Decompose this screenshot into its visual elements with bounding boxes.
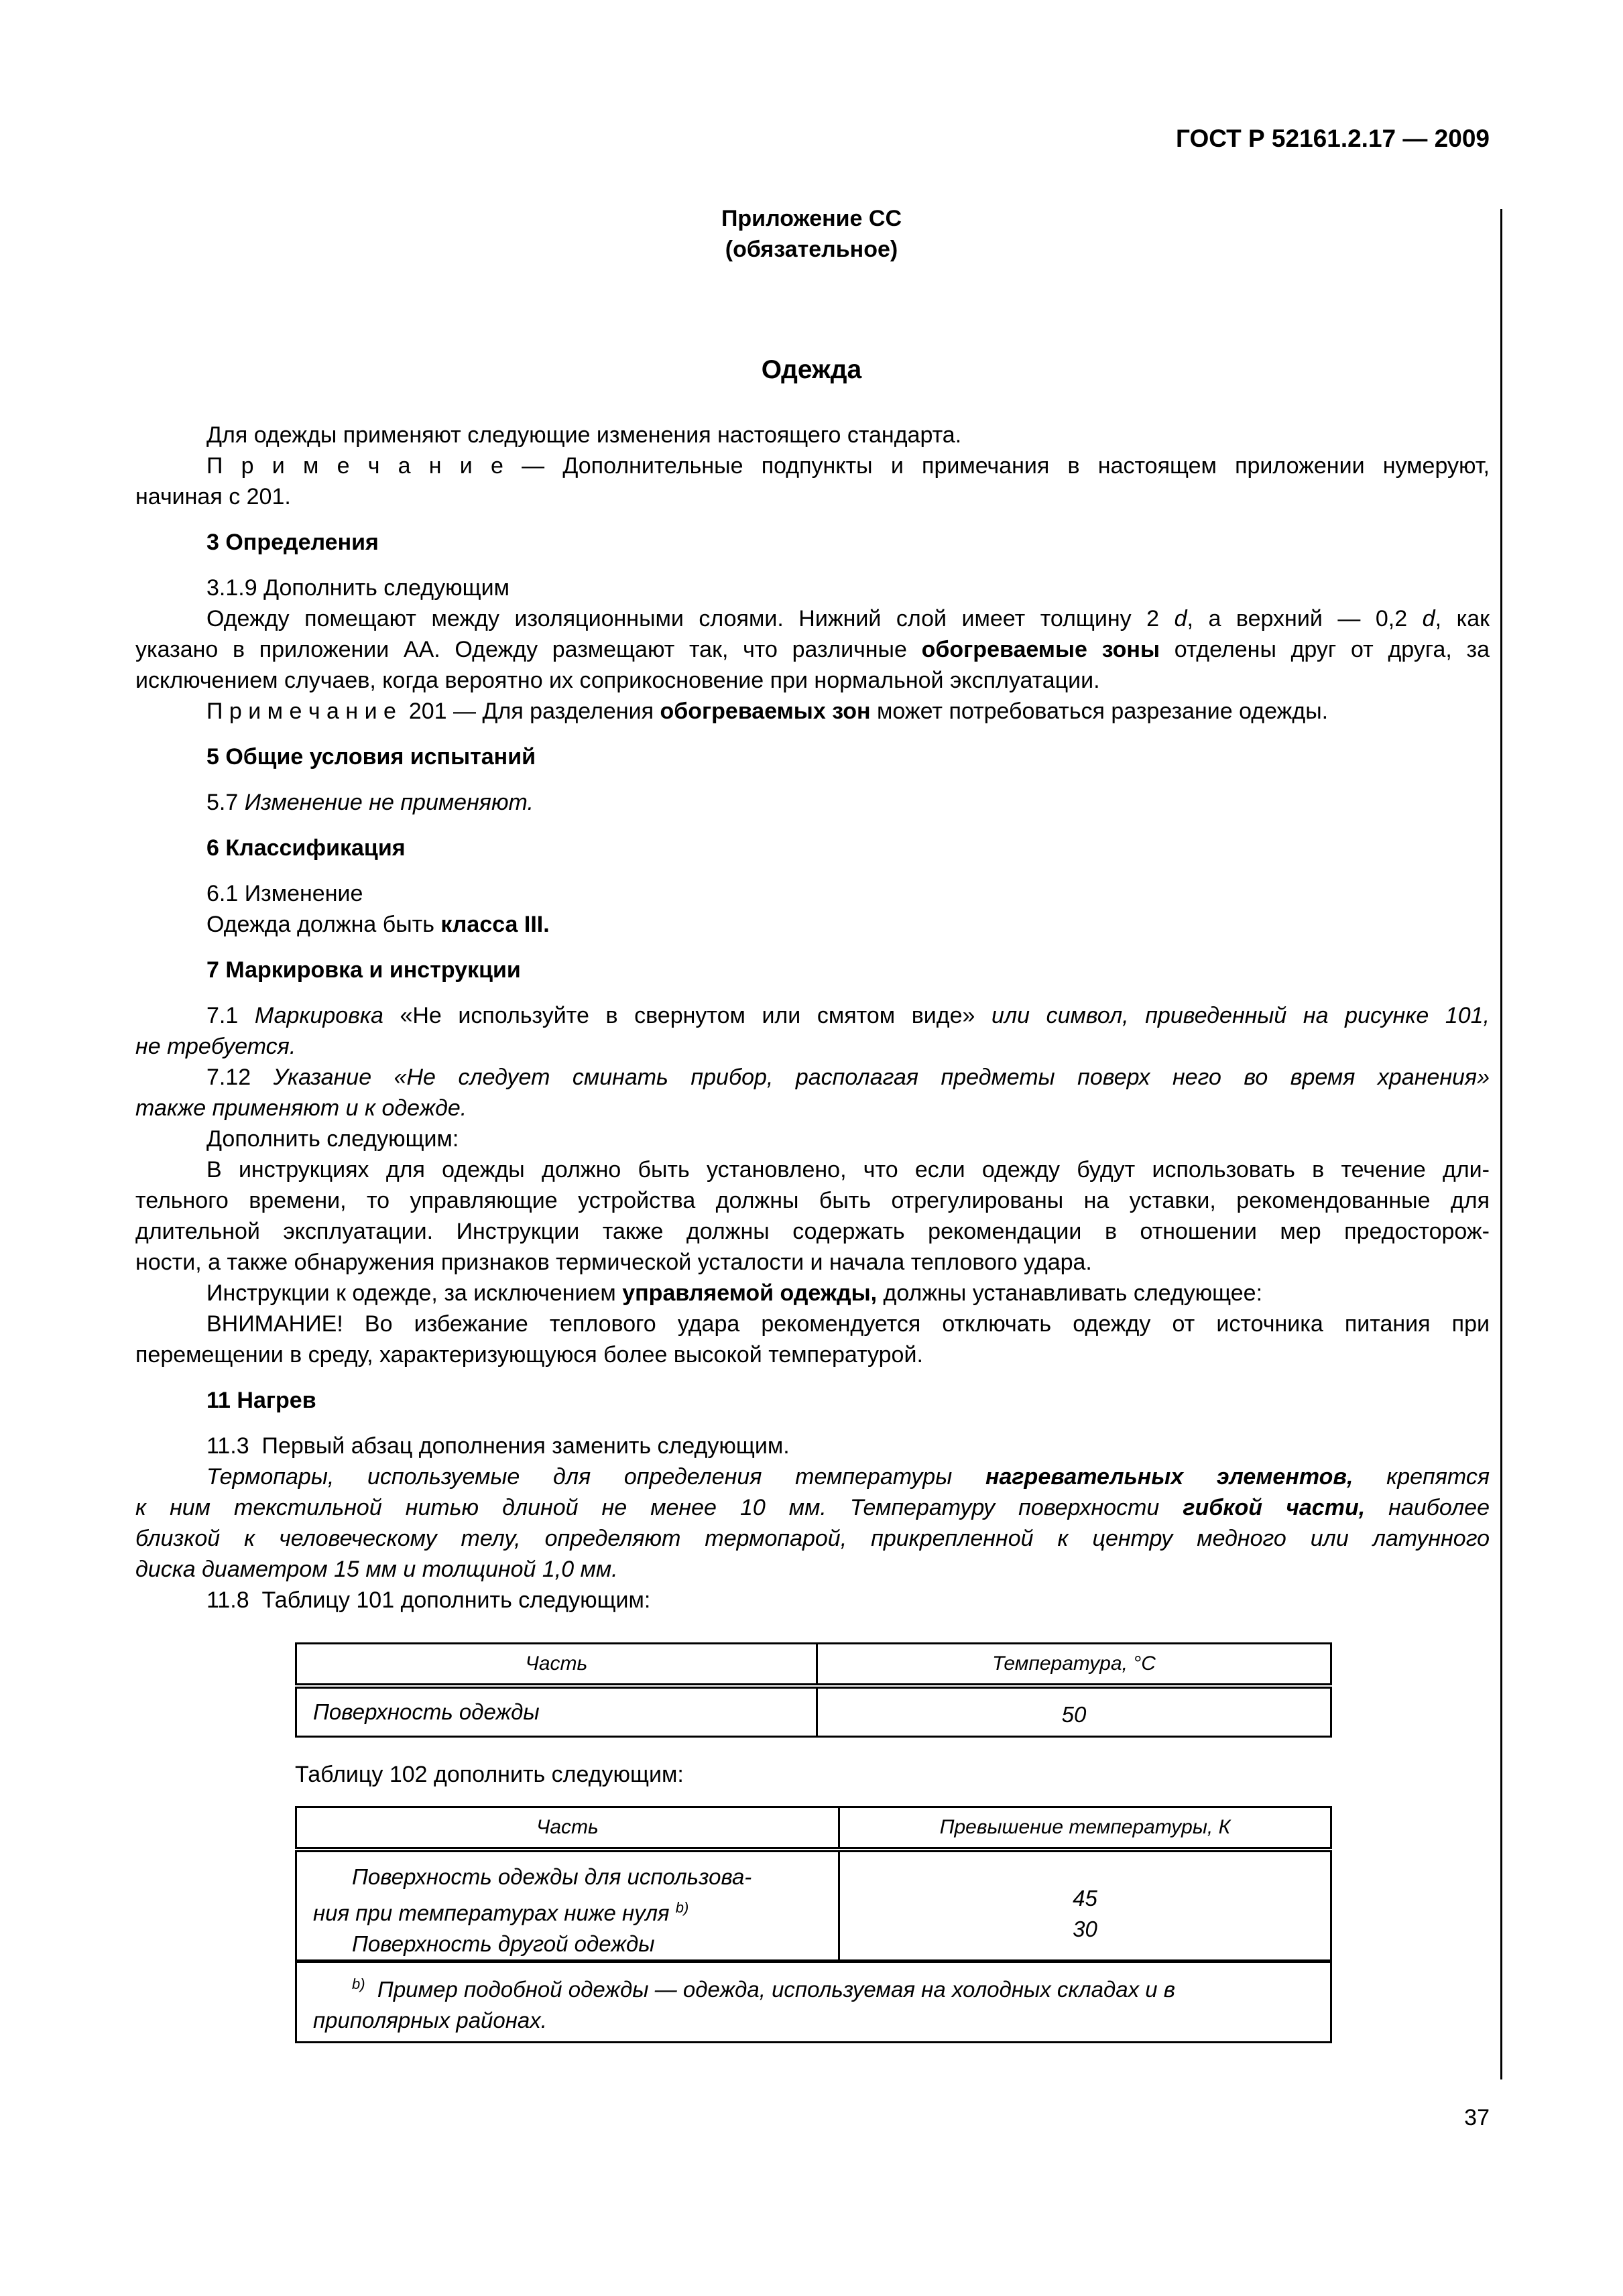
text-run: Маркировка (254, 1003, 383, 1028)
section-heading (135, 833, 1490, 863)
table-cell-line: Поверхность другой одежды (352, 1931, 655, 1956)
text-line (135, 1461, 1490, 1492)
text-line (135, 1585, 1490, 1616)
text-line (135, 1247, 1490, 1278)
section-heading (135, 741, 1490, 772)
change-bar (1500, 209, 1502, 2079)
text-line (135, 1309, 1490, 1339)
page-number: 37 (1464, 2105, 1490, 2130)
text-run: управляемой одежды, (622, 1280, 878, 1306)
text-run: П р и м е ч а н и е 201 — Для разделения (206, 699, 660, 724)
text-run: 7.1 (206, 1003, 255, 1028)
footnote-text: Пример подобной одежды — одежда, используемая на холодных складах и в (377, 1976, 1175, 2002)
text-run: , а верхний — 0,2 (1187, 606, 1423, 631)
paragraph (135, 909, 1490, 940)
text-run: Изменение не применяют. (244, 790, 534, 815)
table-101 (295, 1642, 1332, 1738)
text-run: «Не используйте в свернутом или смятом виде» (383, 1003, 992, 1028)
text-run: 7.12 (206, 1065, 274, 1090)
table-cell (296, 1850, 839, 1961)
footnote-mark: b) (352, 1975, 365, 1992)
text-line (135, 1385, 1490, 1416)
text-run: ности, а также обнаружения признаков термической усталости и начала теплового удара. (135, 1250, 1092, 1275)
footnote-line: приполярных районах. (313, 2007, 547, 2033)
text-run: гибкой части, (1183, 1495, 1366, 1520)
text-run: обогреваемые зоны (921, 637, 1160, 662)
text-run: ВНИМАНИЕ! Во избежание теплового удара рекомендуется отключать одежду от источника питания при (206, 1311, 1490, 1337)
text-line (135, 1216, 1490, 1247)
text-line (135, 1000, 1490, 1031)
text-run: Указание «Не следует сминать прибор, располагая предметы поверх него во время хранения» (273, 1065, 1490, 1090)
section-heading (135, 1385, 1490, 1416)
text-line (135, 787, 1490, 818)
text-line (135, 1031, 1490, 1062)
text-line (135, 1554, 1490, 1585)
section-title: Одежда (761, 355, 862, 384)
paragraph (135, 450, 1490, 512)
appendix-title: Приложение СС (721, 206, 902, 231)
text-run: 11.3 Первый абзац дополнения заменить следующим. (206, 1433, 790, 1459)
text-line (135, 909, 1490, 940)
text-run: 11.8 Таблицу 101 дополнить следующим: (206, 1587, 651, 1613)
table-102 (295, 1806, 1332, 2044)
text-run: 5.7 (206, 790, 245, 815)
text-run: Одежда должна быть (206, 912, 441, 937)
paragraph (135, 1431, 1490, 1461)
text-run: начиная с 201. (135, 484, 291, 509)
text-line (135, 1431, 1490, 1461)
text-line (135, 450, 1490, 481)
footnote-line (313, 1969, 1314, 2005)
table-cell: Поверхность одежды (296, 1686, 817, 1736)
paragraph (135, 1278, 1490, 1309)
table-value: 45 (1073, 1885, 1097, 1911)
text-line (135, 1523, 1490, 1554)
text-run: нагревательных элементов, (985, 1464, 1354, 1490)
text-line (135, 665, 1490, 696)
section-heading (135, 955, 1490, 985)
text-run: наиболее (1365, 1495, 1490, 1520)
text-run: может потребоваться разрезание одежды. (870, 699, 1329, 724)
text-run: П р и м е ч а н и е (206, 453, 503, 479)
text-run: не требуется. (135, 1034, 296, 1059)
table-footnote (296, 1961, 1331, 2043)
paragraph (135, 1154, 1490, 1278)
table-header-cell: Превышение температуры, К (839, 1807, 1331, 1850)
paragraph (135, 1309, 1490, 1370)
paragraph (135, 696, 1490, 727)
text-line (135, 955, 1490, 985)
paragraph (135, 572, 1490, 603)
text-run: , как (1435, 606, 1490, 631)
table-cell-line: Поверхность одежды для использова- (352, 1864, 752, 1889)
footnote-ref: b) (675, 1898, 689, 1916)
table-header-cell: Часть (296, 1807, 839, 1850)
text-run: отделены друг от друга, за (1160, 637, 1490, 662)
text-line (135, 634, 1490, 665)
text-line (135, 1278, 1490, 1309)
document-body (135, 420, 1490, 2043)
text-line (135, 1093, 1490, 1124)
text-line (135, 1339, 1490, 1370)
text-run: 7 Маркировка и инструкции (206, 957, 521, 983)
text-line (135, 603, 1490, 634)
text-run: Дополнить следующим: (206, 1126, 459, 1152)
text-run: длительной эксплуатации. Инструкции также должны содержать рекомендации в отношении мер предосторож- (135, 1219, 1490, 1244)
text-run: исключением случаев, когда вероятно их соприкосновение при нормальной эксплуатации. (135, 668, 1100, 693)
text-run: к ним текстильной нитью длиной не менее 10 мм. Температуру поверхности (135, 1495, 1183, 1520)
text-line (135, 833, 1490, 863)
paragraph (135, 787, 1490, 818)
text-line (135, 527, 1490, 558)
text-run: класса III. (440, 912, 550, 937)
text-run: обогреваемых зон (660, 699, 871, 724)
paragraph (135, 1124, 1490, 1154)
appendix-status: (обязательное) (725, 237, 898, 262)
paragraph (135, 420, 1490, 450)
table-header-cell: Температура, °С (817, 1644, 1331, 1687)
paragraph (135, 1461, 1490, 1585)
text-run: d (1422, 606, 1435, 631)
paragraph (135, 878, 1490, 909)
text-line (135, 420, 1490, 450)
text-run: Термопары, используемые для определения температуры (206, 1464, 985, 1490)
text-line (135, 741, 1490, 772)
text-run: диска диаметром 15 мм и толщиной 1,0 мм. (135, 1557, 618, 1582)
text-run: — Дополнительные подпункты и примечания в настоящем приложении нумеруют, (503, 453, 1490, 479)
text-line (135, 1492, 1490, 1523)
text-run: или символ, приведенный на рисунке 101, (991, 1003, 1490, 1028)
text-line (135, 1154, 1490, 1185)
text-run: Инструкции к одежде, за исключением (206, 1280, 623, 1306)
text-run: также применяют и к одежде. (135, 1095, 467, 1121)
paragraph (135, 1062, 1490, 1124)
paragraph (135, 1000, 1490, 1062)
text-run: 6 Классификация (206, 835, 406, 861)
paragraph (135, 1585, 1490, 1616)
table-header-cell: Часть (296, 1644, 817, 1687)
text-line (135, 572, 1490, 603)
text-run: перемещении в среду, характеризующуюся более высокой температурой. (135, 1342, 923, 1368)
document-id: ГОСТ Р 52161.2.17 — 2009 (1176, 125, 1490, 152)
text-run: указано в приложении АА. Одежду размещают так, что различные (135, 637, 922, 662)
text-run: Для одежды применяют следующие изменения настоящего стандарта. (206, 422, 962, 448)
text-run: В инструкциях для одежды должно быть установлено, что если одежду будут использовать в течение дли- (206, 1157, 1490, 1183)
section-heading (135, 527, 1490, 558)
text-line (135, 878, 1490, 909)
table-cell: 50 (817, 1686, 1331, 1736)
table-cell-text: ния при температурах ниже нуля (313, 1900, 670, 1925)
text-run: должны устанавливать следующее: (877, 1280, 1263, 1306)
text-run: d (1174, 606, 1187, 631)
text-run: крепятся (1353, 1464, 1490, 1490)
text-line (135, 696, 1490, 727)
text-line (135, 1185, 1490, 1216)
table-102-caption: Таблицу 102 дополнить следующим: (295, 1761, 684, 1787)
text-run: близкой к человеческому телу, определяют термопарой, прикрепленной к центру медного или латунного (135, 1526, 1490, 1551)
text-line (135, 1062, 1490, 1093)
text-line (135, 1124, 1490, 1154)
paragraph (135, 603, 1490, 696)
text-run: 11 Нагрев (206, 1388, 316, 1413)
text-run: тельного времени, то управляющие устройства должны быть отрегулированы на уставки, рекомендованные для (135, 1188, 1490, 1213)
text-run: 5 Общие условия испытаний (206, 744, 536, 770)
table-cell-line (313, 1892, 822, 1929)
table-value: 30 (1073, 1916, 1097, 1941)
text-run: Одежду помещают между изоляционными слоями. Нижний слой имеет толщину 2 (206, 606, 1175, 631)
text-run: 3.1.9 Дополнить следующим (206, 575, 509, 601)
text-line (135, 481, 1490, 512)
text-run: 6.1 Изменение (206, 881, 363, 906)
table-cell (839, 1850, 1331, 1961)
text-run: 3 Определения (206, 530, 379, 555)
